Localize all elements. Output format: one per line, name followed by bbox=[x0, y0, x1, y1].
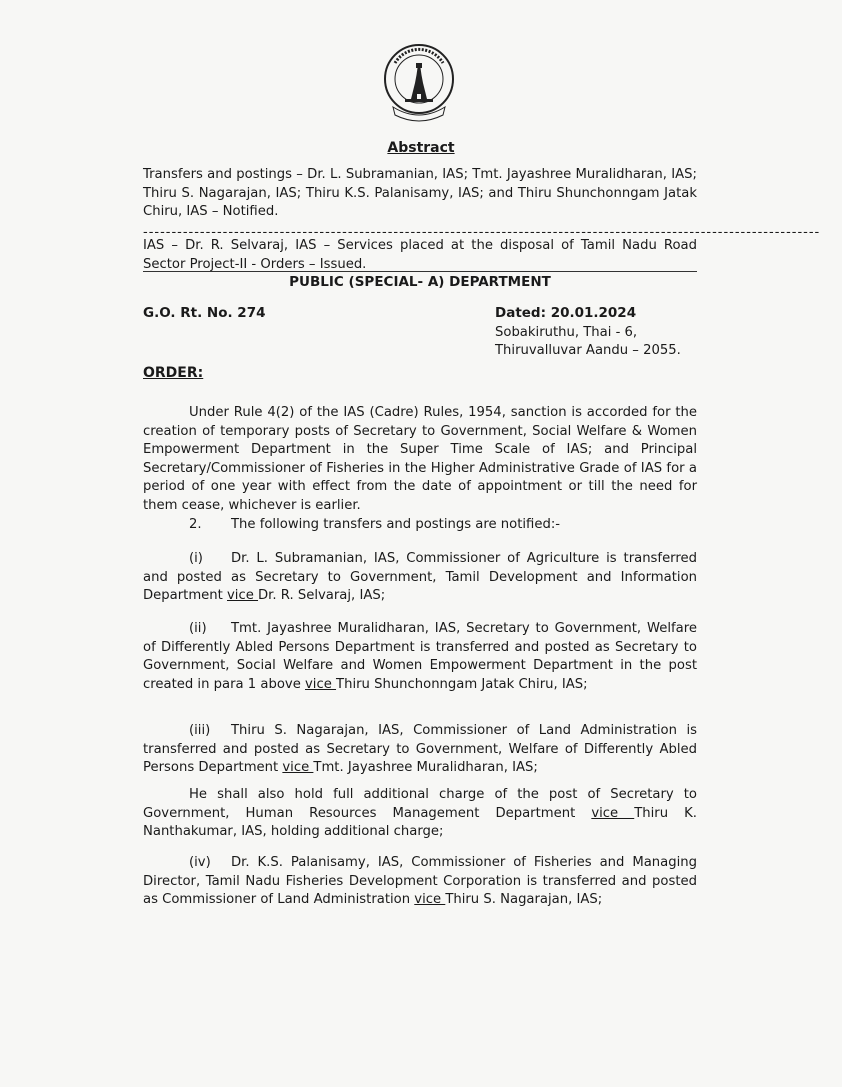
abstract-subject-2: IAS – Dr. R. Selvaraj, IAS – Services placed at the disposal of Tamil Nadu Road Sector Project-II - Orders – Issued. bbox=[143, 238, 697, 272]
order-heading: ORDER: bbox=[143, 365, 204, 381]
go-number: G.O. Rt. No. 274 bbox=[143, 305, 266, 321]
abstract-heading: Abstract bbox=[387, 140, 455, 156]
abstract-subject: Transfers and postings – Dr. L. Subramanian, IAS; Tmt. Jayashree Muralidharan, IAS; Thiru S. Nagarajan, IAS; Thiru K.S. Palanisamy, IAS; and Thiru Shunchonngam Jatak Chiru, IAS – Notified. bbox=[143, 167, 697, 219]
paragraph-1: Under Rule 4(2) of the IAS (Cadre) Rules, 1954, sanction is accorded for the creation of temporary posts of Secretary to Government, Social Welfare & Women Empowerment Department in the Super Time Scale of IAS; and Principal Secretary/Commissioner of Fisheries in the Higher Administrative Grade of IAS for a period of one year with effect from the date of appointment or till the need for them cease, whichever is earlier. bbox=[143, 405, 697, 513]
divider bbox=[143, 271, 697, 272]
clause-iv: (iv) Dr. K.S. Palanisamy, IAS, Commissioner of Fisheries and Managing Director, Tamil Nadu Fisheries Development Corporation is transferred and posted as Commissioner of Land Administration vice Thiru S. Nagarajan, IAS; bbox=[143, 855, 697, 907]
clause-i: (i) Dr. L. Subramanian, IAS, Commissioner of Agriculture is transferred and posted as Secretary to Government, Tamil Development and Information Department vice Dr. R. Selvaraj, IAS; bbox=[143, 551, 697, 603]
clause-ii: (ii) Tmt. Jayashree Muralidharan, IAS, Secretary to Government, Welfare of Differently Abled Persons Department is transferred and posted as Secretary to Government, Social Welfare and Women Empowerment Department in the post created in para 1 above vice Thiru Shunchonngam Jatak Chiru, IAS; bbox=[143, 621, 697, 692]
clause-iii: (iii) Thiru S. Nagarajan, IAS, Commissioner of Land Administration is transferred and posted as Secretary to Government, Welfare of Differently Abled Persons Department vice Tmt. Jayashree Muralidharan, IAS; bbox=[143, 723, 697, 775]
paragraph-2: 2. The following transfers and postings are notified:- bbox=[189, 517, 561, 532]
separator-line: ----------------------------------------------------------------------------------------------------------------------- bbox=[143, 225, 821, 240]
tamil-year: Thiruvalluvar Aandu – 2055. bbox=[495, 343, 681, 358]
tamil-date: Sobakiruthu, Thai - 6, bbox=[495, 325, 638, 340]
order-date: Dated: 20.01.2024 bbox=[495, 305, 637, 321]
additional-charge-paragraph: He shall also hold full additional charge of the post of Secretary to Government, Human Resources Management Department vice Thiru K. Nanthakumar, IAS, holding additional charge; bbox=[143, 787, 697, 839]
tamil-nadu-emblem-icon bbox=[383, 43, 455, 121]
department-name: PUBLIC (SPECIAL- A) DEPARTMENT bbox=[289, 274, 551, 290]
